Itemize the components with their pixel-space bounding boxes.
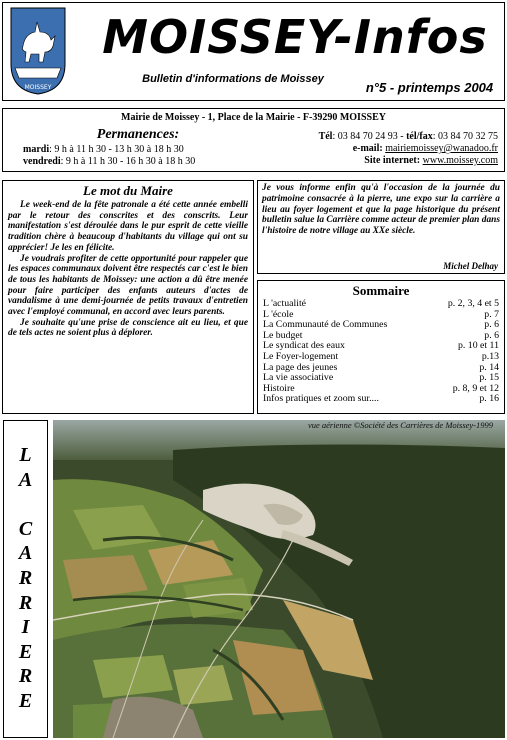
contact-box — [2, 108, 505, 172]
toc-entry-label: Le Foyer-logement — [263, 350, 339, 362]
table-of-contents — [257, 280, 505, 414]
aerial-quarry-photo — [53, 420, 505, 738]
mayor-message-title: Le mot du Maire — [83, 183, 173, 198]
toc-entry-page: p.13 — [481, 350, 499, 362]
newsletter-title: MOISSEY-Infos — [102, 10, 488, 64]
toc-entry-page: p. 7 — [484, 308, 499, 320]
feature-title-letter: R — [18, 591, 33, 614]
newsletter-subtitle: Bulletin d'informations de Moissey — [142, 73, 324, 85]
feature-title-letter: I — [21, 616, 30, 639]
toc-entry-label: Histoire — [263, 382, 295, 394]
photo-caption: vue aérienne ©Société des Carrières de Moissey-1999 — [307, 420, 493, 430]
feature-title-letter: C — [18, 517, 33, 540]
toc-entry-page: p. 15 — [479, 372, 499, 384]
feature-title-letter: E — [18, 640, 33, 663]
toc-entry-page: p. 8, 9 et 12 — [452, 382, 499, 394]
toc-entry-label: Le budget — [263, 329, 303, 341]
mairie-address: Mairie de Moissey - 1, Place de la Mairie - F-39290 MOISSEY — [121, 112, 386, 123]
signature: Michel Delhay — [443, 261, 498, 271]
svg-text:MOISSEY: MOISSEY — [24, 84, 52, 91]
toc-entry-label: Infos pratiques et zoom sur.... — [263, 393, 379, 405]
toc-entry-label: La Communauté de Communes — [263, 319, 388, 331]
feature-title-letter: A — [18, 468, 33, 491]
feature-title-letter: A — [18, 542, 33, 565]
feature-title-vertical — [3, 420, 48, 738]
toc-entry-label: Le syndicat des eaux — [263, 340, 345, 352]
toc-title: Sommaire — [352, 283, 410, 298]
toc-entry-label: L 'actualité — [263, 298, 307, 309]
toc-entry — [263, 352, 499, 363]
toc-entry-page: p. 6 — [484, 319, 499, 331]
heritage-notice-text: Je vous informe enfin qu'à l'occasion de la journée du patrimoine consacrée à la pierre, une expo sur la carrière a lieu au foyer logement et que la page historique du présent bulletin salue la Carrière comme acteur de premier plan dans l'histoire de notre village au XXe siècle. — [262, 183, 500, 237]
mayor-paragraph: Je souhaite qu'une prise de conscience ait eu lieu, et que de tels actes ne soient plus à déplorer. — [8, 317, 248, 339]
heritage-notice — [257, 180, 505, 274]
masthead — [2, 2, 505, 101]
mayor-paragraph: Je voudrais profiter de cette opportunité pour rappeler que les espaces communaux doivent être respectés car c'est le bien de tous les habitants de Moissey: une action a dû être menée pour faire participer des enfants auteurs d'actes de vandalisme à une demi-journée de petits travaux d'entretien avec l'employé communal, en accord avec leurs parents. — [8, 253, 248, 318]
mayor-paragraph: Le week-end de la fête patronale a été cette année embelli par le retour des conscrites et des conscrits. Leur manifestation s'est déroulée dans le pur esprit de cette vieille tradition chère à beaucoup d'habitants du village qui ont su apprécier! Je les en félicite. — [8, 200, 248, 253]
toc-entry — [263, 299, 499, 310]
toc-entry-label: La vie associative — [263, 372, 334, 384]
website-link[interactable]: www.moissey.com — [422, 155, 498, 166]
toc-entry-page: p. 2, 3, 4 et 5 — [447, 298, 499, 309]
feature-title-letter — [4, 492, 47, 517]
toc-entry-page: p. 14 — [479, 361, 499, 373]
contact-details: Tél: 03 84 70 24 93 - tél/fax: 03 84 70 32 75 e-mail: mairiemoissey@wanadoo.fr Site internet: www.moissey.com — [318, 131, 498, 166]
issue-number: n°5 - printemps 2004 — [365, 80, 494, 95]
toc-entry — [263, 394, 499, 405]
toc-entry-page: p. 10 et 11 — [458, 340, 499, 352]
mayor-message — [2, 180, 254, 414]
feature-title-letter: R — [18, 665, 33, 688]
toc-entry-page: p. 6 — [484, 329, 499, 341]
toc-entry-page: p. 16 — [479, 393, 499, 405]
village-crest-icon — [7, 6, 69, 96]
toc-entry-label: La page des jeunes — [263, 361, 338, 373]
toc-entry-label: L 'école — [263, 308, 294, 320]
feature-title-letter: R — [18, 566, 33, 589]
email-link[interactable]: mairiemoissey@wanadoo.fr — [385, 143, 498, 154]
permanences-title: Permanences: — [96, 127, 180, 142]
hours-friday: vendredi: 9 h à 11 h 30 - 16 h 30 à 18 h 30 — [23, 156, 196, 167]
hours-tuesday: mardi: 9 h à 11 h 30 - 13 h 30 à 18 h 30 — [23, 144, 184, 155]
feature-title-letter: E — [18, 689, 33, 712]
feature-title-letter: L — [19, 444, 32, 466]
